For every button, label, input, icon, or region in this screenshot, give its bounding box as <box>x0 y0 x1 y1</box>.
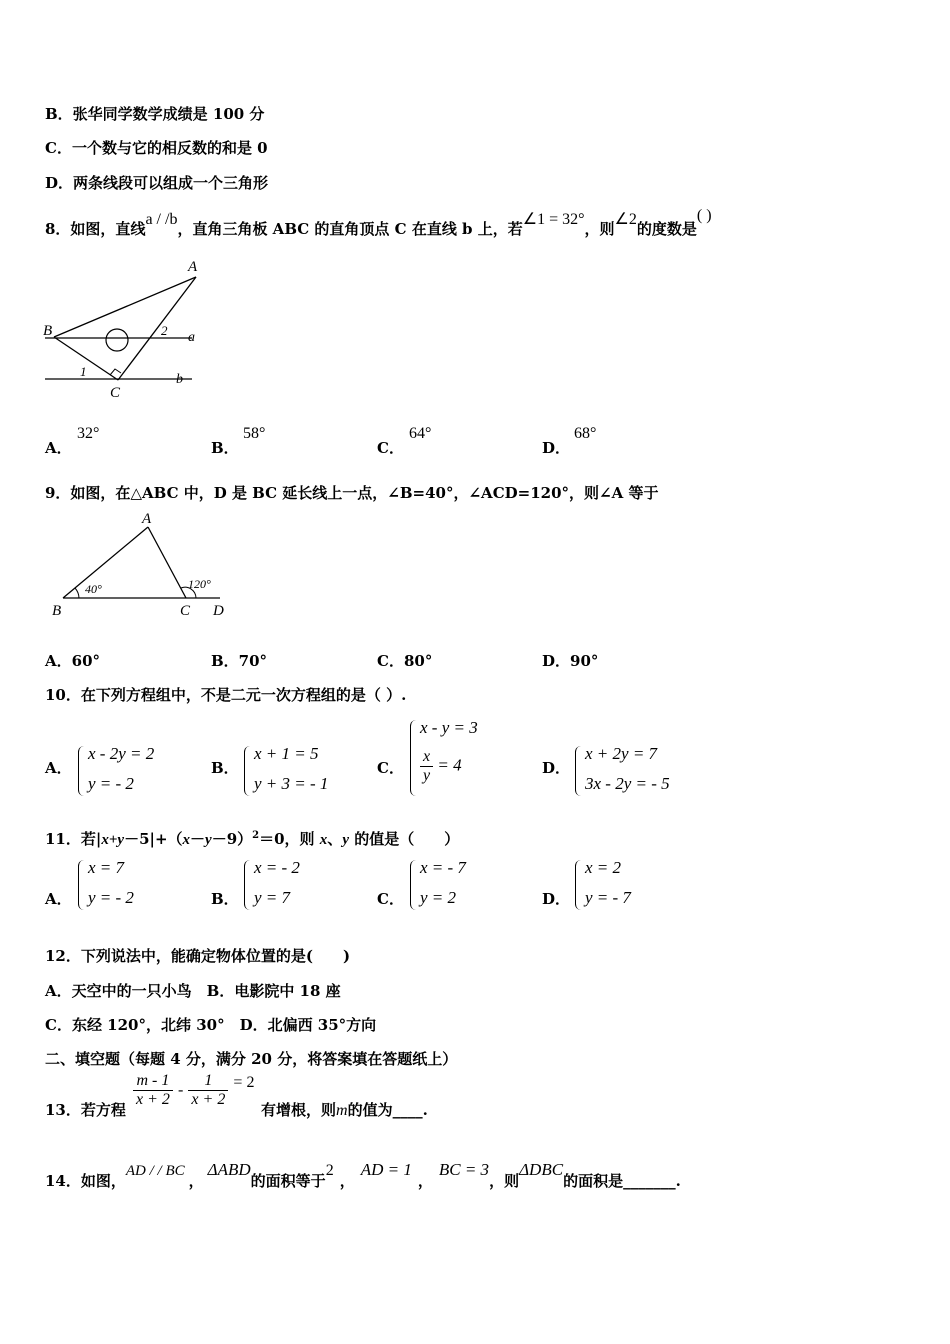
q10-option-c-label: C． <box>377 759 404 777</box>
q9-fig-a-vertex: A <box>142 511 152 527</box>
q13-f2-den: x + 2 <box>191 1091 226 1108</box>
q9-fig-c-angle: 120° <box>188 577 211 591</box>
q11-e4: x <box>319 832 328 848</box>
q11-c-row1: x = - 7 <box>420 858 466 877</box>
q11-option-d-label: D． <box>542 890 571 908</box>
q7-option-d: D．两条线段可以组成一个三角形 <box>45 174 269 192</box>
q11-t1: 11．若| <box>45 830 102 848</box>
q8-angle1: ∠1 = 32° <box>522 211 585 228</box>
q8-fig-angle1: 1 <box>80 364 87 379</box>
q14-bc: BC = 3 <box>438 1160 490 1179</box>
q8-option-b <box>211 437 239 458</box>
q14-c3: ， <box>417 1172 433 1190</box>
q13-eq: = 2 <box>233 1073 255 1091</box>
q14-triangle-abd: ΔABD <box>207 1160 251 1179</box>
q8-text-1: 8．如图，直线 <box>45 220 146 238</box>
q12-stem: 12．下列说法中，能确定物体位置的是( ) <box>45 947 351 965</box>
q8-option-c <box>377 437 404 458</box>
q11-option-c-label: C． <box>377 890 404 908</box>
q10-c-numerator: x <box>420 748 433 767</box>
q14-ad: AD = 1 <box>360 1160 412 1179</box>
q8-option-a <box>45 437 72 458</box>
q14-t3: ，则 <box>489 1172 520 1190</box>
q10-option-d-system <box>575 744 695 800</box>
q11-option-d-system <box>575 858 675 914</box>
q10-option-a-system <box>78 744 188 800</box>
q11-c-row2: y = 2 <box>420 888 457 907</box>
q14-triangle-dbc: ΔDBC <box>519 1160 564 1179</box>
q8-option-b-label: B． <box>211 439 239 457</box>
q8-option-b-value: 58° <box>243 425 266 442</box>
q10-option-b-system <box>244 744 354 800</box>
q14-two: 2 <box>325 1162 334 1179</box>
q11-t5: ＝0，则 <box>259 830 320 848</box>
q8-figure <box>40 255 220 400</box>
q11-t4: －9） <box>211 830 253 848</box>
q13-text-2 <box>261 1099 428 1120</box>
q10-b-row2: y + 3 = - 1 <box>254 774 329 793</box>
q9-option-c: C．80° <box>377 652 433 670</box>
q8-parallel: a / /b <box>145 211 178 228</box>
q11-t7: 的值是（ ） <box>348 830 460 848</box>
q10-option-c-system <box>410 718 520 800</box>
q8-option-c-label: C． <box>377 439 404 457</box>
q9-option-d: D．90° <box>542 652 599 670</box>
q10-a-row1: x - 2y = 2 <box>88 744 155 763</box>
q8-fig-line-a: a <box>188 330 195 345</box>
q13-equation <box>133 1072 254 1109</box>
q11-option-a-label: A． <box>45 890 72 908</box>
q13-m: m <box>336 1102 348 1119</box>
q9-option-b: B．70° <box>211 652 268 670</box>
q8-option-a-value: 32° <box>77 425 100 442</box>
section-heading-fill-in: 二、填空题（每题 4 分，满分 20 分，将答案填在答题纸上） <box>45 1050 458 1068</box>
q10-b-row1: x + 1 = 5 <box>254 744 319 763</box>
q13-f1-den: x + 2 <box>136 1091 170 1108</box>
q11-option-b-label: B． <box>211 890 239 908</box>
q10-c-row1: x - y = 3 <box>420 718 478 737</box>
q10-d-row2: 3x - 2y = - 5 <box>585 774 670 793</box>
q13-minus: - <box>178 1081 184 1099</box>
q8-option-d-value: 68° <box>574 425 597 442</box>
q13-f2-num: 1 <box>188 1072 228 1091</box>
q10-d-row1: x + 2y = 7 <box>585 744 658 763</box>
q11-t6: 、 <box>327 830 343 848</box>
q9-figure <box>45 508 235 620</box>
q11-e1: x+y <box>101 832 125 848</box>
q9-fig-c-vertex: C <box>180 603 191 619</box>
q10-c-row2 <box>420 748 462 785</box>
q10-c-denominator: y <box>423 767 431 784</box>
q10-option-a-label: A． <box>45 759 72 777</box>
q8-option-d <box>542 437 570 458</box>
q14-stem <box>45 1160 681 1191</box>
q8-option-a-label: A． <box>45 439 72 457</box>
q14-parallel: AD / / BC <box>125 1163 185 1179</box>
q11-e3: y <box>205 832 212 848</box>
q13-text-1: 13．若方程 <box>45 1101 126 1119</box>
q12-options-cd: C．东经 120°，北纬 30° D．北偏西 35°方向 <box>45 1016 377 1034</box>
q9-stem: 9．如图，在△ABC 中，D 是 BC 延长线上一点，∠B=40°，∠ACD=120°，则∠A 等于 <box>45 484 659 502</box>
q14-t4: 的面积是_______. <box>563 1172 681 1190</box>
q11-a-row1: x = 7 <box>88 858 125 877</box>
q11-d-row1: x = 2 <box>585 858 622 877</box>
q8-text-3: ，则 <box>584 220 615 238</box>
q13-f1-num: m - 1 <box>133 1072 173 1091</box>
q11-t3: － <box>190 830 206 848</box>
q10-c-eq: = 4 <box>437 755 462 775</box>
q7-option-c: C．一个数与它的相反数的和是 0 <box>45 139 268 157</box>
q11-option-c-system <box>410 858 510 914</box>
q11-b-row2: y = 7 <box>254 888 291 907</box>
q8-fig-line-b: b <box>176 372 183 387</box>
q11-e5: y <box>342 832 349 848</box>
q8-text-4: 的度数是 <box>636 220 697 238</box>
q9-fig-b-vertex: B <box>52 603 62 619</box>
q8-paren: ( ) <box>696 207 712 224</box>
q8-option-d-label: D． <box>542 439 571 457</box>
q8-fig-b-vertex: B <box>43 323 53 339</box>
q11-sup: 2 <box>252 830 260 841</box>
q14-c2: ， <box>339 1172 355 1190</box>
q7-option-b: B．张华同学数学成绩是 100 分 <box>45 105 265 123</box>
q14-c1: ， <box>188 1172 204 1190</box>
q8-fig-c-vertex: C <box>110 385 121 400</box>
q11-t2: －5|+（ <box>124 830 183 848</box>
q10-option-b-label: B． <box>211 759 239 777</box>
q8-angle2: ∠2 <box>614 211 637 228</box>
q11-a-row2: y = - 2 <box>88 888 134 907</box>
q11-e2: x <box>182 832 191 848</box>
q12-options-ab: A．天空中的一只小鸟 B．电影院中 18 座 <box>45 982 341 1000</box>
q11-option-a-system <box>78 858 178 914</box>
q11-stem <box>45 828 459 849</box>
q11-d-row2: y = - 7 <box>585 888 631 907</box>
q10-a-row2: y = - 2 <box>88 774 134 793</box>
q9-fig-b-angle: 40° <box>85 582 102 596</box>
q9-fig-d-vertex: D <box>213 603 224 619</box>
q8-stem <box>45 207 712 239</box>
q13-t2: 有增根，则 <box>261 1101 337 1119</box>
q14-t1: 14．如图， <box>45 1172 126 1190</box>
q10-stem: 10．在下列方程组中，不是二元一次方程组的是（ ）. <box>45 686 407 704</box>
q10-option-d-label: D． <box>542 759 571 777</box>
q8-fig-angle2: 2 <box>161 323 168 338</box>
q13-t3: 的值为____. <box>347 1101 428 1119</box>
q9-option-a: A．60° <box>45 652 101 670</box>
q14-t2: 的面积等于 <box>250 1172 326 1190</box>
q11-option-b-system <box>244 858 344 914</box>
q11-b-row1: x = - 2 <box>254 858 300 877</box>
q8-fig-a-vertex: A <box>188 259 198 275</box>
q8-option-c-value: 64° <box>409 425 432 442</box>
q8-text-2: ，直角三角板 ABC 的直角顶点 C 在直线 b 上，若 <box>177 220 523 238</box>
